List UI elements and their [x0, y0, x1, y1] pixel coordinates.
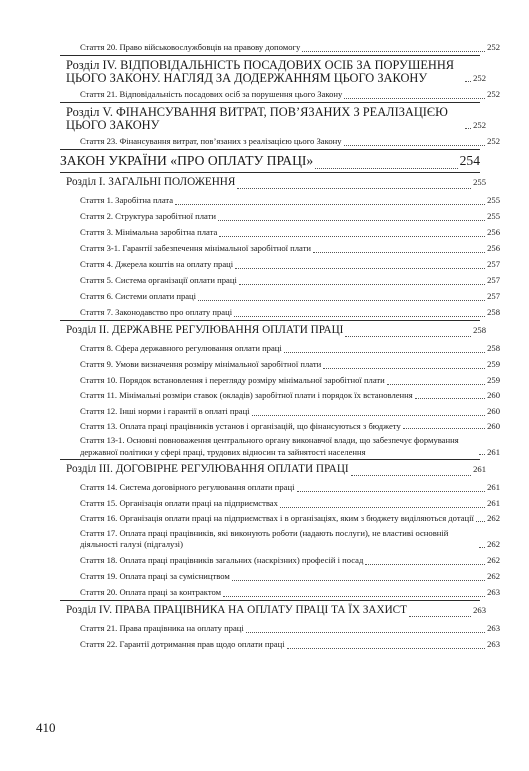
toc-page-number: 257: [487, 291, 500, 301]
dot-leader: [351, 475, 471, 476]
toc-page-number: 261: [487, 498, 500, 508]
toc-entry-title: Стаття 21. Відповідальність посадових осіб за порушення цього Закону: [80, 89, 343, 99]
toc-section-entry[interactable]: [60, 56, 486, 86]
table-of-contents: [60, 39, 500, 652]
toc-entry-title: Розділ І. ЗАГАЛЬНІ ПОЛОЖЕННЯ: [66, 176, 236, 188]
toc-entry-title: ЗАКОН УКРАЇНИ «ПРО ОПЛАТУ ПРАЦІ»: [60, 153, 314, 168]
toc-page-number: 263: [487, 638, 500, 649]
dot-leader: [287, 648, 486, 649]
toc-article-entry[interactable]: [60, 620, 500, 636]
toc-article-entry[interactable]: [60, 511, 500, 526]
toc-entry-title: Стаття 9. Умови визначення розміру мінімальної заробітної плати: [80, 359, 322, 369]
dot-leader: [313, 252, 485, 253]
toc-article-entry[interactable]: [60, 86, 500, 102]
toc-section-entry[interactable]: [60, 460, 486, 479]
toc-page-number: 256: [487, 243, 500, 253]
toc-article-entry[interactable]: [60, 526, 500, 552]
toc-section-entry[interactable]: [60, 173, 486, 192]
toc-page-number: 255: [487, 195, 500, 205]
dot-leader: [476, 521, 485, 522]
toc-entry-title: Розділ ІІ. ДЕРЖАВНЕ РЕГУЛЮВАННЯ ОПЛАТИ ПРАЦІ: [66, 324, 344, 336]
dot-leader: [252, 415, 486, 416]
toc-page-number: 257: [487, 259, 500, 269]
toc-entry-title: Стаття 7. Законодавство про оплату праці: [80, 307, 233, 317]
toc-page-number: 252: [487, 89, 500, 99]
dot-leader: [218, 220, 485, 221]
toc-section-entry[interactable]: [60, 321, 486, 340]
toc-entry-title: Стаття 20. Право військовослужбовців на правову допомогу: [80, 42, 301, 52]
toc-article-entry[interactable]: [60, 288, 500, 304]
toc-page-number: 257: [487, 275, 500, 285]
toc-article-entry[interactable]: [60, 304, 500, 320]
toc-entry-title: Стаття 5. Система організації оплати праці: [80, 275, 237, 285]
toc-entry-title: Стаття 10. Порядок встановлення і перегляду розміру мінімальної заробітної плати: [80, 375, 385, 385]
toc-entry-title: Стаття 23. Фінансування витрат, пов’язаних з реалізацією цього Закону: [80, 136, 342, 146]
toc-page-number: 258: [487, 343, 500, 353]
toc-entry-title: Стаття 12. Інші норми і гарантії в оплаті праці: [80, 405, 250, 416]
toc-article-entry[interactable]: [60, 636, 500, 652]
toc-article-entry[interactable]: [60, 192, 500, 208]
toc-entry-title: Стаття 8. Сфера державного регулювання оплати праці: [80, 343, 282, 353]
toc-page-number: 263: [487, 586, 500, 597]
dot-leader: [198, 300, 485, 301]
dot-leader: [175, 204, 485, 205]
toc-article-entry[interactable]: [60, 340, 500, 356]
toc-section-entry[interactable]: [60, 103, 486, 133]
dot-leader: [237, 188, 471, 189]
dot-leader: [302, 51, 485, 52]
toc-article-entry[interactable]: [60, 552, 500, 568]
dot-leader: [344, 145, 486, 146]
dot-leader: [344, 98, 485, 99]
toc-entry-title: Стаття 3. Мінімальна заробітна плата: [80, 227, 218, 237]
toc-entry-title: Стаття 20. Оплата праці за контрактом: [80, 586, 222, 597]
toc-page-number: 263: [473, 604, 486, 615]
toc-page-number: 262: [487, 539, 500, 549]
toc-entry-title: Стаття 13. Оплата праці працівників установ і організацій, що фінансуються з бюджету: [80, 420, 401, 431]
dot-leader: [323, 368, 485, 369]
dot-leader: [297, 491, 486, 492]
toc-page-number: 262: [487, 554, 500, 565]
toc-page-number: 255: [487, 211, 500, 221]
toc-page-number: 260: [487, 420, 500, 431]
toc-article-entry[interactable]: [60, 495, 500, 511]
toc-article-entry[interactable]: [60, 584, 500, 600]
dot-leader: [315, 168, 457, 169]
dot-leader: [284, 352, 485, 353]
toc-entry-title: Стаття 1. Заробітна плата: [80, 195, 174, 205]
toc-page-number: 263: [487, 622, 500, 633]
toc-entry-title: Стаття 15. Організація оплати праці на підприємствах: [80, 498, 278, 508]
toc-article-entry[interactable]: [60, 272, 500, 288]
toc-article-entry[interactable]: [60, 403, 500, 419]
dot-leader: [403, 428, 485, 429]
toc-page-number: 252: [487, 136, 500, 146]
toc-article-entry[interactable]: [60, 133, 500, 149]
toc-entry-title: Стаття 4. Джерела коштів на оплату праці: [80, 259, 234, 269]
toc-entry-title: Стаття 11. Мінімальні розміри ставок (окладів) заробітної плати і порядок їх встановлення: [80, 390, 413, 400]
toc-entry-title: Стаття 14. Система договірного регулювання оплати праці: [80, 482, 295, 492]
dot-leader: [232, 580, 485, 581]
toc-entry-title: Розділ IV. ВІДПОВІДАЛЬНІСТЬ ПОСАДОВИХ ОСІБ ЗА ПОРУШЕННЯ ЦЬОГО ЗАКОНУ. НАГЛЯД ЗА ДОДЕРЖАННЯМ ЦЬОГО ЗАКОНУ: [66, 58, 455, 85]
toc-page-number: 261: [473, 464, 486, 474]
toc-page-number: 261: [487, 482, 500, 492]
dot-leader: [234, 316, 485, 317]
dot-leader: [219, 236, 485, 237]
dot-leader: [479, 454, 485, 455]
toc-page-number: 258: [473, 325, 486, 335]
dot-leader: [465, 128, 471, 129]
toc-article-entry[interactable]: [60, 568, 500, 584]
toc-article-entry[interactable]: [60, 356, 500, 372]
toc-article-entry[interactable]: [60, 372, 500, 388]
toc-entry-title: Стаття 22. Гарантії дотримання прав щодо оплати праці: [80, 638, 285, 649]
toc-entry-title: Розділ IV. ПРАВА ПРАЦІВНИКА НА ОПЛАТУ ПРАЦІ ТА ЇХ ЗАХИСТ: [66, 603, 407, 616]
toc-page-number: 252: [473, 73, 486, 83]
toc-article-entry[interactable]: [60, 39, 500, 55]
toc-page-number: 259: [487, 359, 500, 369]
dot-leader: [280, 507, 485, 508]
page-number: 410: [36, 720, 56, 735]
dot-leader: [465, 81, 471, 82]
toc-page-number: 256: [487, 227, 500, 237]
toc-article-entry[interactable]: [60, 433, 500, 459]
toc-entry-title: Стаття 2. Структура заробітної плати: [80, 211, 216, 221]
dot-leader: [239, 284, 485, 285]
toc-page-number: 261: [487, 446, 500, 457]
dot-leader: [223, 596, 485, 597]
toc-entry-title: Стаття 17. Оплата праці працівників, які виконують роботи (надають послуги), не властиві основній діяльності галузі (підгалузі): [80, 527, 449, 549]
toc-entry-title: Розділ V. ФІНАНСУВАННЯ ВИТРАТ, ПОВ’ЯЗАНИХ З РЕАЛІЗАЦІЄЮ ЦЬОГО ЗАКОНУ: [66, 105, 448, 132]
toc-article-entry[interactable]: [60, 256, 500, 272]
toc-page-number: 262: [487, 513, 500, 523]
dot-leader: [345, 336, 471, 337]
toc-entry-title: Розділ ІІІ. ДОГОВІРНЕ РЕГУЛЮВАННЯ ОПЛАТИ ПРАЦІ: [66, 463, 349, 475]
toc-page-number: 260: [487, 405, 500, 416]
toc-page-number: 252: [487, 42, 500, 52]
toc-page-number: 255: [473, 177, 486, 187]
toc-article-entry[interactable]: [60, 388, 500, 403]
toc-page-number: 259: [487, 375, 500, 385]
dot-leader: [365, 564, 485, 565]
toc-entry-title: Стаття 6. Системи оплати праці: [80, 291, 197, 301]
toc-article-entry[interactable]: [60, 224, 500, 240]
dot-leader: [387, 384, 485, 385]
toc-entry-title: Стаття 21. Права працівника на оплату праці: [80, 622, 244, 633]
toc-page-number: 252: [473, 120, 486, 130]
toc-page-number: 262: [487, 570, 500, 581]
toc-section-entry[interactable]: [60, 601, 486, 620]
toc-article-entry[interactable]: [60, 208, 500, 224]
toc-entry-title: Стаття 13-1. Основні повноваження центрального органу виконавчої влади, що забезпечує формування державної політики у сфері праці, трудових відносин та зайнятості населення: [80, 435, 459, 457]
toc-entry-title: Стаття 3-1. Гарантії забезпечення мінімальної заробітної плати: [80, 243, 312, 253]
dot-leader: [246, 632, 485, 633]
dot-leader: [235, 268, 485, 269]
toc-entry-title: Стаття 18. Оплата праці працівників загальних (наскрізних) професій і посад: [80, 554, 364, 565]
toc-entry-title: Стаття 16. Організація оплати праці на підприємствах і в організаціях, яким з бюджету виділяються дотації: [80, 513, 474, 523]
toc-page-number: 260: [487, 390, 500, 400]
toc-article-entry[interactable]: [60, 419, 500, 434]
toc-article-entry[interactable]: [60, 479, 500, 495]
dot-leader: [415, 398, 485, 399]
toc-entry-title: Стаття 19. Оплата праці за сумісництвом: [80, 570, 230, 581]
toc-article-entry[interactable]: [60, 240, 500, 256]
dot-leader: [409, 616, 471, 617]
toc-page-number: 258: [487, 307, 500, 317]
dot-leader: [479, 547, 485, 548]
toc-law-heading[interactable]: [60, 150, 480, 172]
toc-page-number: 254: [459, 153, 480, 168]
